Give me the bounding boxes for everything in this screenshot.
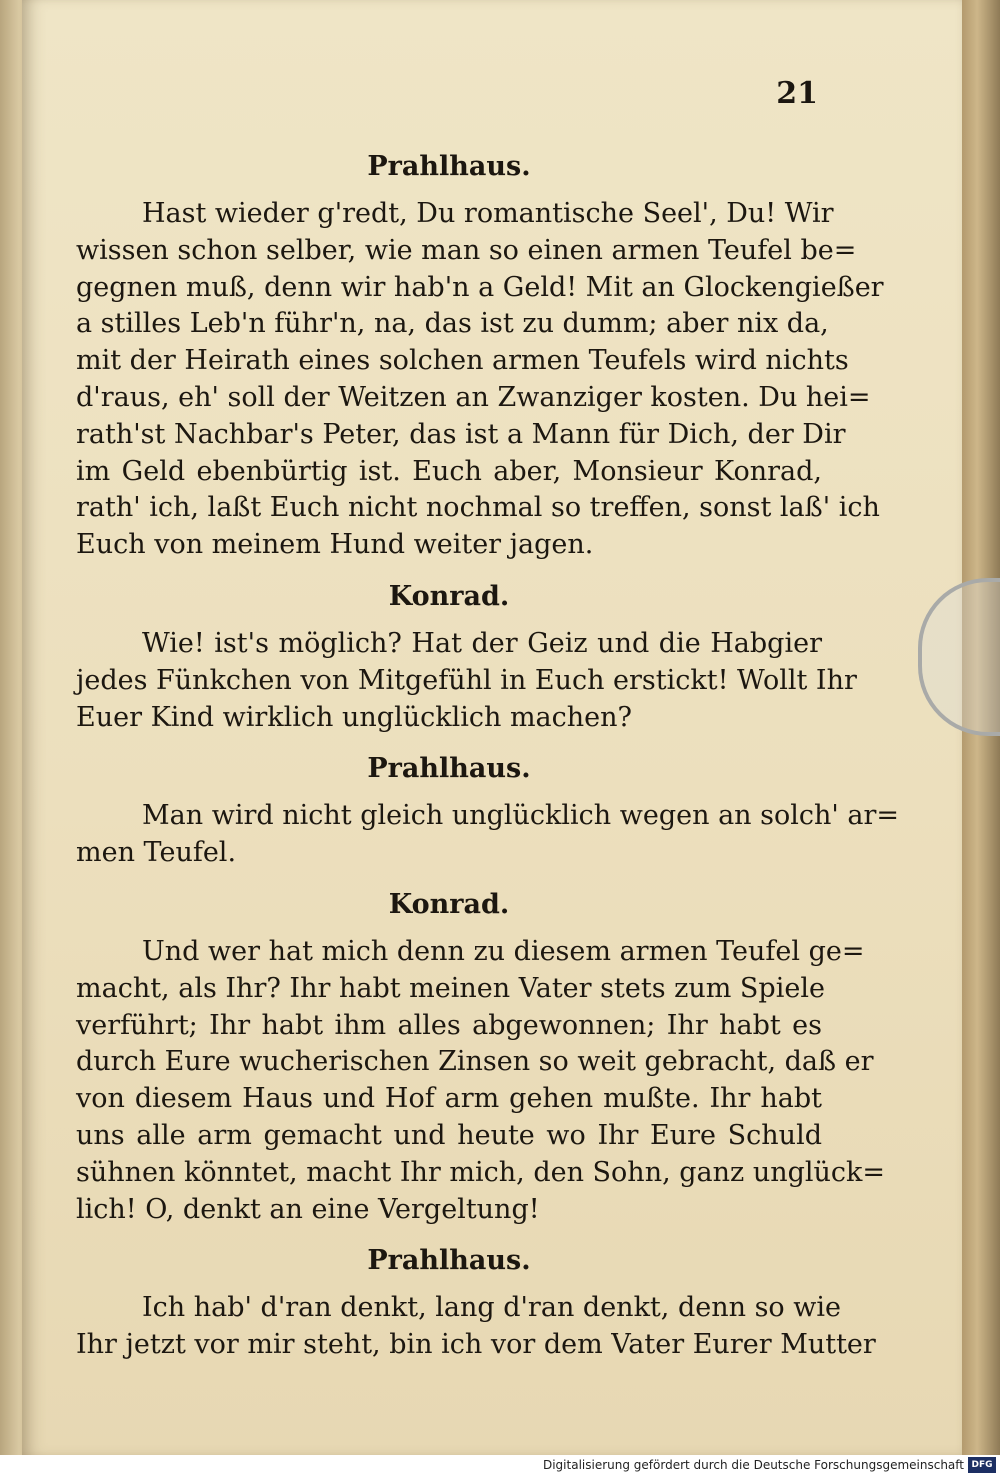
footer-credit: Digitalisierung gefördert durch die Deutsche Forschungsgemeinschaft [542, 1458, 964, 1472]
text-line: im Geld ebenbürtig ist. Euch aber, Monsieur Konrad, [76, 455, 822, 487]
speaker-name: Prahlhaus. [367, 753, 531, 785]
text-line: wissen schon selber, wie man so einen armen Teufel be= [76, 234, 857, 266]
text-line: von diesem Haus und Hof arm gehen mußte. Ihr habt [76, 1083, 822, 1115]
dialogue-block [76, 580, 857, 736]
dialogue-block [76, 1244, 876, 1364]
text-line: rath' ich, laßt Euch nicht nochmal so treffen, sonst laß' ich [76, 492, 880, 524]
speaker-name: Konrad. [388, 888, 510, 920]
text-line: Hast wieder g'redt, Du romantische Seel', Du! Wir [142, 198, 834, 229]
digitization-footer [0, 1455, 1000, 1477]
text-line: Ihr jetzt vor mir steht, bin ich vor dem Vater Eurer Mutter [76, 1329, 876, 1361]
speaker-name: Konrad. [388, 580, 510, 612]
speaker-name: Prahlhaus. [367, 151, 531, 182]
text-line: Wie! ist's möglich? Hat der Geiz und die Habgier [142, 627, 822, 659]
text-line: Ich hab' d'ran denkt, lang d'ran denkt, denn so wie [142, 1292, 841, 1324]
text-line: d'raus, eh' soll der Weitzen an Zwanziger kosten. Du hei= [76, 381, 871, 413]
dialogue-block [76, 150, 884, 564]
text-line: rath'st Nachbar's Peter, das ist a Mann für Dich, der Dir [76, 418, 846, 450]
text-line: gegnen muß, denn wir hab'n a Geld! Mit an Glockengießer [76, 271, 884, 303]
page-number: 21 [776, 76, 818, 111]
play-text [76, 150, 900, 1380]
text-line: men Teufel. [76, 837, 237, 869]
text-line: sühnen könntet, macht Ihr mich, den Sohn, ganz unglück= [76, 1156, 886, 1188]
text-line: Und wer hat mich denn zu diesem armen Teufel ge= [142, 935, 865, 967]
speaker-name: Prahlhaus. [367, 1245, 531, 1277]
text-line: verführt; Ihr habt ihm alles abgewonnen; Ihr habt es [76, 1009, 822, 1041]
text-line: Man wird nicht gleich unglücklich wegen an solch' ar= [142, 800, 900, 832]
dialogue-block [76, 888, 886, 1228]
text-line: macht, als Ihr? Ihr habt meinen Vater stets zum Spiele [76, 972, 825, 1004]
text-line: Euer Kind wirklich unglücklich machen? [76, 701, 632, 733]
text-line: uns alle arm gemacht und heute wo Ihr Eure Schuld [76, 1119, 822, 1151]
text-line: a stilles Leb'n führ'n, na, das ist zu dumm; aber nix da, [76, 308, 829, 340]
text-line: jedes Fünkchen von Mitgefühl in Euch erstickt! Wollt Ihr [76, 664, 857, 696]
dfg-logo: DFG [968, 1457, 996, 1473]
text-line: durch Eure wucherischen Zinsen so weit gebracht, daß er [76, 1046, 874, 1078]
dialogue-block [76, 752, 900, 872]
text-line: Euch von meinem Hund weiter jagen. [76, 529, 594, 561]
text-line: mit der Heirath eines solchen armen Teufels wird nichts [76, 345, 849, 377]
text-line: lich! O, denkt an eine Vergeltung! [76, 1193, 540, 1225]
